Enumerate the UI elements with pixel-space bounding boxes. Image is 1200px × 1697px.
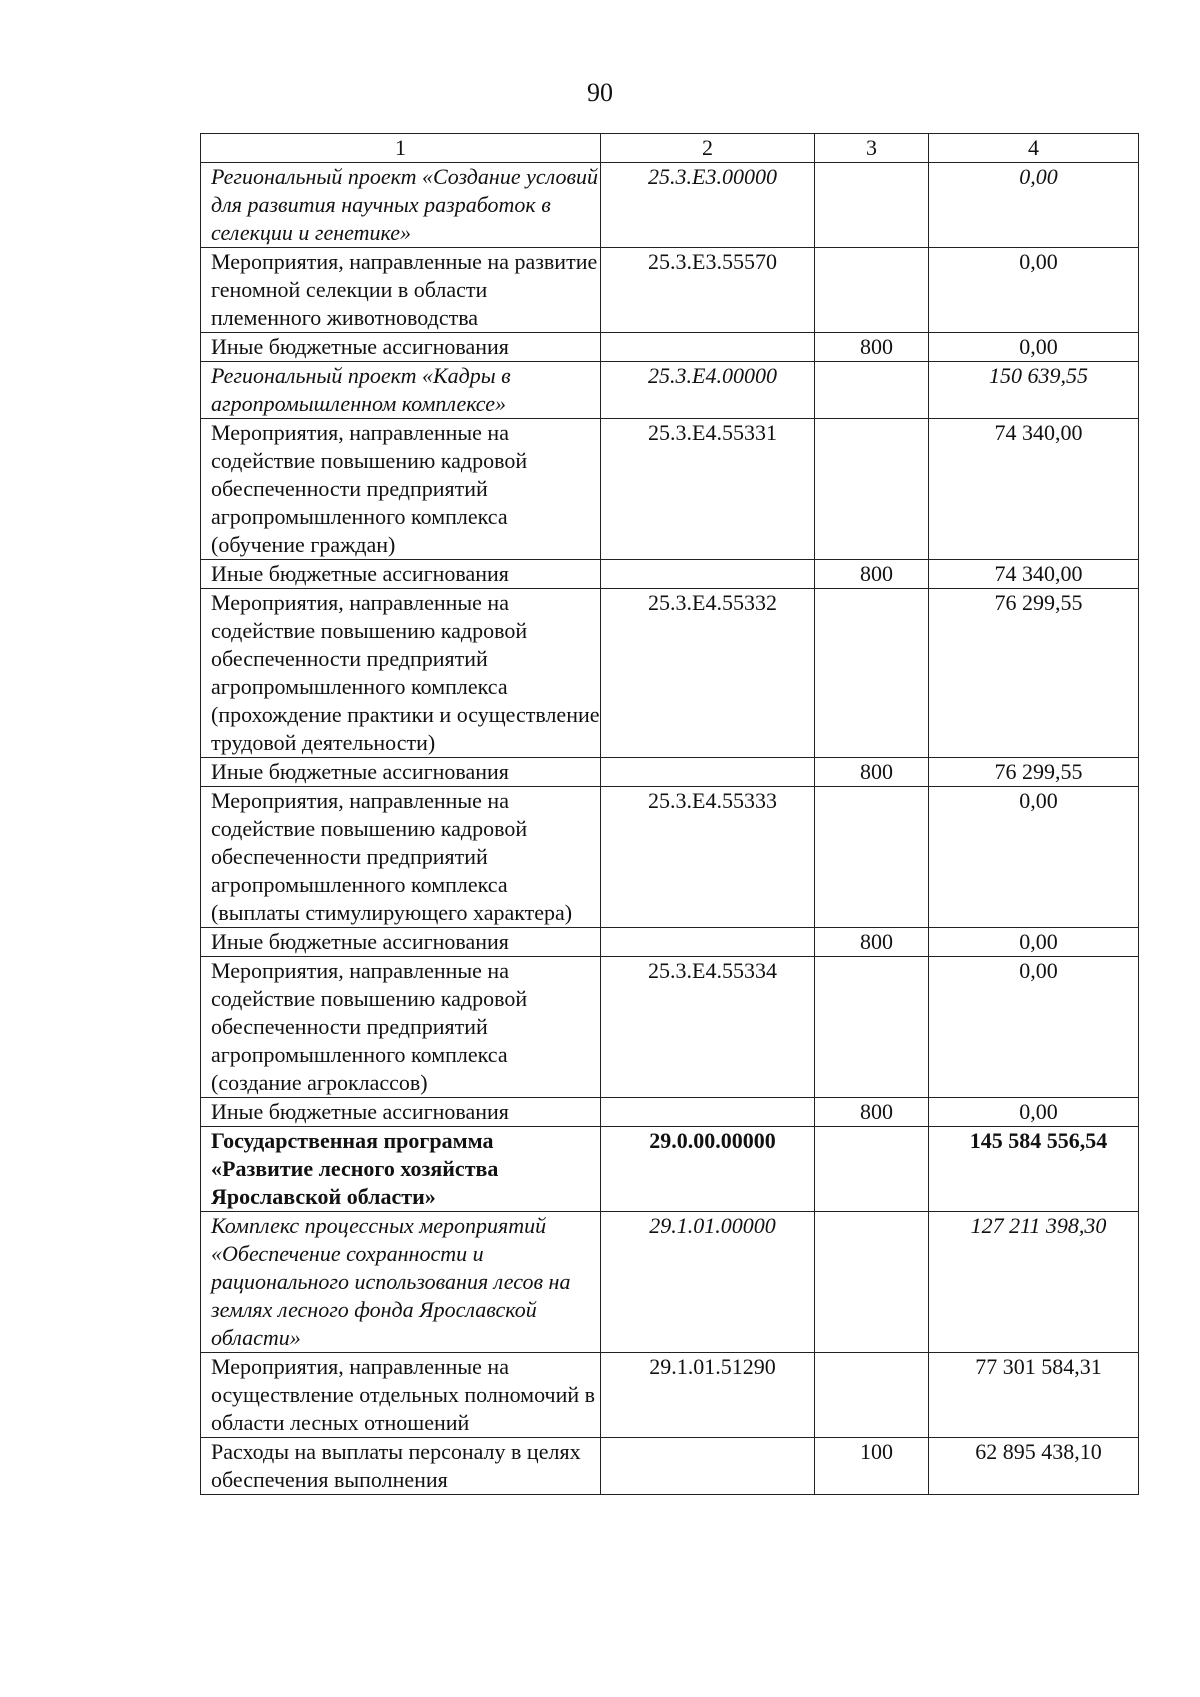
column-header-2: 2: [601, 134, 815, 163]
row-name-cell: Расходы на выплаты персоналу в целях обеспечения выполнения: [201, 1438, 601, 1495]
row-amount-cell: 0,00: [929, 163, 1139, 248]
row-type-cell: [815, 1212, 929, 1353]
row-type-cell: [815, 1127, 929, 1212]
row-code-cell: [601, 928, 815, 957]
row-name-cell: Государственная программа «Развитие лесного хозяйства Ярославской области»: [201, 1127, 601, 1212]
row-name-cell: Мероприятия, направленные на содействие повышению кадровой обеспеченности предприятий агропромышленного комплекса (прохождение практики и осуществление трудовой деятельности): [201, 589, 601, 758]
row-amount-cell: 74 340,00: [929, 560, 1139, 589]
row-amount-cell: 0,00: [929, 928, 1139, 957]
row-amount-cell: 77 301 584,31: [929, 1353, 1139, 1438]
row-amount-cell: 0,00: [929, 333, 1139, 362]
row-amount-cell: 62 895 438,10: [929, 1438, 1139, 1495]
row-name-cell: Иные бюджетные ассигнования: [201, 758, 601, 787]
row-code-cell: [601, 560, 815, 589]
row-code-cell: 29.0.00.00000: [601, 1127, 815, 1212]
row-amount-cell: 76 299,55: [929, 589, 1139, 758]
row-code-cell: [601, 758, 815, 787]
row-amount-cell: 0,00: [929, 787, 1139, 928]
row-amount-cell: 76 299,55: [929, 758, 1139, 787]
row-amount-cell: 150 639,55: [929, 362, 1139, 419]
row-type-cell: [815, 163, 929, 248]
table-row: [201, 928, 1139, 957]
row-code-cell: [601, 333, 815, 362]
row-name-cell: Иные бюджетные ассигнования: [201, 560, 601, 589]
row-type-cell: [815, 957, 929, 1098]
column-header-4: 4: [929, 134, 1139, 163]
table-row: [201, 1438, 1139, 1495]
row-code-cell: [601, 1098, 815, 1127]
row-type-cell: [815, 362, 929, 419]
row-name-cell: Региональный проект «Создание условий для развития научных разработок в селекции и генетике»: [201, 163, 601, 248]
row-amount-cell: 74 340,00: [929, 419, 1139, 560]
table-row: [201, 333, 1139, 362]
row-code-cell: 29.1.01.00000: [601, 1212, 815, 1353]
table-row: [201, 560, 1139, 589]
row-name-cell: Мероприятия, направленные на содействие повышению кадровой обеспеченности предприятий агропромышленного комплекса (создание агроклассов): [201, 957, 601, 1098]
row-type-cell: [815, 1353, 929, 1438]
table-row: [201, 758, 1139, 787]
row-type-cell: 800: [815, 333, 929, 362]
row-code-cell: 25.3.E4.00000: [601, 362, 815, 419]
row-name-cell: Иные бюджетные ассигнования: [201, 1098, 601, 1127]
budget-table: [200, 133, 1139, 1495]
row-amount-cell: 0,00: [929, 957, 1139, 1098]
row-name-cell: Мероприятия, направленные на содействие повышению кадровой обеспеченности предприятий агропромышленного комплекса (обучение граждан): [201, 419, 601, 560]
row-type-cell: 800: [815, 928, 929, 957]
row-amount-cell: 145 584 556,54: [929, 1127, 1139, 1212]
row-code-cell: 25.3.E4.55333: [601, 787, 815, 928]
table-row: [201, 1098, 1139, 1127]
table-row: [201, 419, 1139, 560]
row-type-cell: 800: [815, 758, 929, 787]
table-row: [201, 248, 1139, 333]
row-type-cell: [815, 589, 929, 758]
row-amount-cell: 127 211 398,30: [929, 1212, 1139, 1353]
row-code-cell: 25.3.E3.00000: [601, 163, 815, 248]
row-name-cell: Региональный проект «Кадры в агропромышленном комплексе»: [201, 362, 601, 419]
row-amount-cell: 0,00: [929, 1098, 1139, 1127]
row-code-cell: [601, 1438, 815, 1495]
row-code-cell: 25.3.E4.55334: [601, 957, 815, 1098]
table-row: [201, 589, 1139, 758]
row-type-cell: 800: [815, 1098, 929, 1127]
row-amount-cell: 0,00: [929, 248, 1139, 333]
row-name-cell: Мероприятия, направленные на содействие повышению кадровой обеспеченности предприятий агропромышленного комплекса (выплаты стимулирующего характера): [201, 787, 601, 928]
row-name-cell: Иные бюджетные ассигнования: [201, 333, 601, 362]
row-type-cell: [815, 787, 929, 928]
table-row: [201, 1127, 1139, 1212]
table-row: [201, 362, 1139, 419]
row-type-cell: [815, 419, 929, 560]
row-name-cell: Комплекс процессных мероприятий «Обеспечение сохранности и рационального использования лесов на землях лесного фонда Ярославской области»: [201, 1212, 601, 1353]
page-number: 90: [587, 78, 613, 107]
column-header-1: 1: [201, 134, 601, 163]
row-type-cell: 100: [815, 1438, 929, 1495]
row-name-cell: Мероприятия, направленные на осуществление отдельных полномочий в области лесных отношений: [201, 1353, 601, 1438]
row-code-cell: 25.3.E4.55331: [601, 419, 815, 560]
table-row: [201, 163, 1139, 248]
table-row: [201, 1212, 1139, 1353]
table-row: [201, 957, 1139, 1098]
column-header-3: 3: [815, 134, 929, 163]
row-code-cell: 29.1.01.51290: [601, 1353, 815, 1438]
table-row: [201, 787, 1139, 928]
row-code-cell: 25.3.E3.55570: [601, 248, 815, 333]
row-name-cell: Мероприятия, направленные на развитие геномной селекции в области племенного животноводства: [201, 248, 601, 333]
row-name-cell: Иные бюджетные ассигнования: [201, 928, 601, 957]
row-code-cell: 25.3.E4.55332: [601, 589, 815, 758]
table-row: [201, 1353, 1139, 1438]
table-header-row: [201, 134, 1139, 163]
row-type-cell: 800: [815, 560, 929, 589]
row-type-cell: [815, 248, 929, 333]
